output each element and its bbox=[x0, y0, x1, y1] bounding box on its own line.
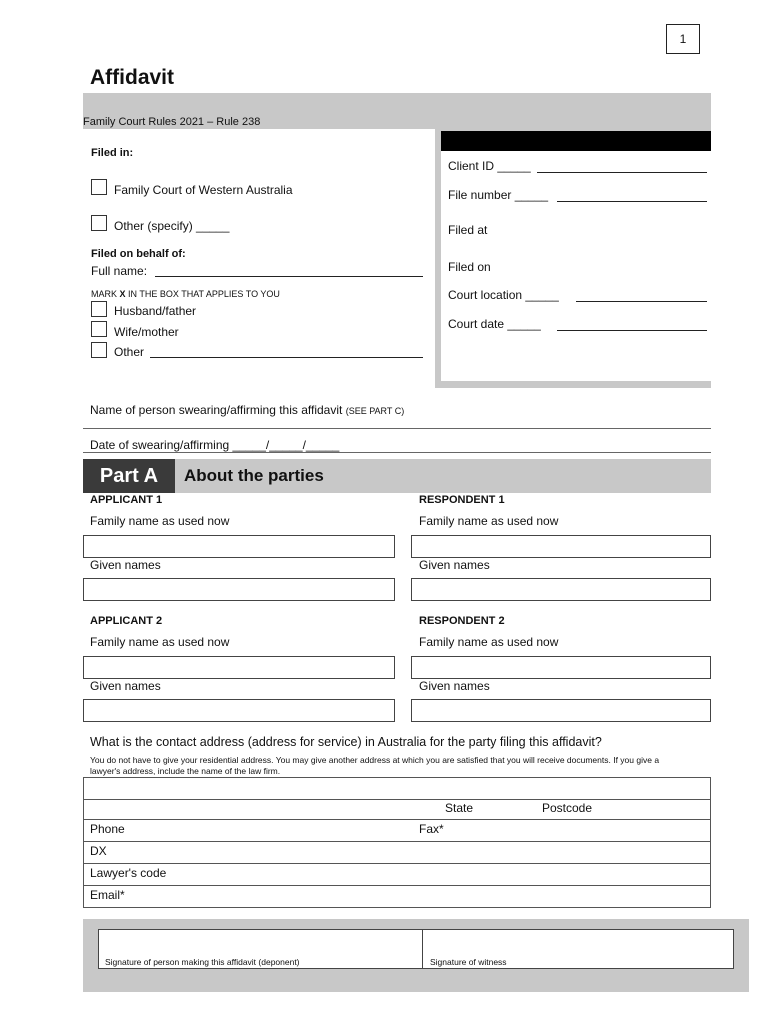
row-divider bbox=[83, 841, 711, 842]
swearer-note: (SEE PART C) bbox=[345, 406, 405, 416]
part-a-bar bbox=[83, 459, 711, 493]
filed-in-label: Filed in: bbox=[91, 147, 134, 159]
other-party-field[interactable] bbox=[150, 357, 423, 358]
app2-given-input[interactable] bbox=[83, 699, 395, 722]
row-divider bbox=[83, 863, 711, 864]
resp2-family-input[interactable] bbox=[411, 656, 711, 679]
deponent-signature-label: Signature of person making this affidavit (deponent) bbox=[105, 957, 300, 967]
behalf-label: Filed on behalf of: bbox=[91, 248, 186, 260]
swearing-date-label: Date of swearing/affirming _____/_____/_____ bbox=[90, 438, 340, 452]
address-line-1[interactable] bbox=[84, 778, 710, 798]
resp2-family-label: Family name as used now bbox=[419, 635, 559, 649]
applicant1-heading: APPLICANT 1 bbox=[90, 494, 163, 506]
swearer-name-field[interactable] bbox=[83, 428, 711, 429]
page-number: 1 bbox=[679, 32, 687, 46]
page-title: Affidavit bbox=[90, 66, 174, 89]
client-id-field[interactable] bbox=[537, 172, 707, 173]
court-use-header bbox=[441, 131, 711, 151]
husband-checkbox[interactable] bbox=[91, 301, 107, 317]
app2-family-label: Family name as used now bbox=[90, 635, 230, 649]
wife-label: Wife/mother bbox=[114, 325, 179, 339]
applicant2-heading: APPLICANT 2 bbox=[90, 615, 163, 627]
respondent2-heading: RESPONDENT 2 bbox=[419, 615, 505, 627]
court-option-label: Family Court of Western Australia bbox=[114, 183, 293, 197]
court-date-label: Court date _____ bbox=[448, 317, 541, 331]
wife-checkbox[interactable] bbox=[91, 321, 107, 337]
postcode-label: Postcode bbox=[542, 801, 593, 815]
full-name-label: Full name: bbox=[91, 264, 148, 278]
mark-instruction bbox=[91, 289, 280, 299]
app1-given-input[interactable] bbox=[83, 578, 395, 601]
page-number-box bbox=[666, 24, 700, 54]
file-number-label: File number _____ bbox=[448, 188, 549, 202]
app1-given-label: Given names bbox=[90, 558, 161, 572]
client-id-label: Client ID _____ bbox=[448, 159, 531, 173]
filed-at-label: Filed at bbox=[448, 223, 488, 237]
instruction-post: IN THE BOX THAT APPLIES TO YOU bbox=[125, 289, 280, 299]
respondent1-heading: RESPONDENT 1 bbox=[419, 494, 505, 506]
lawyer-code-label: Lawyer's code bbox=[90, 866, 167, 880]
row-divider bbox=[83, 885, 711, 886]
resp2-given-label: Given names bbox=[419, 679, 490, 693]
swearer-label-text: Name of person swearing/affirming this affidavit bbox=[90, 403, 343, 417]
app1-family-label: Family name as used now bbox=[90, 514, 230, 528]
instruction-pre: MARK bbox=[91, 289, 120, 299]
app2-family-input[interactable] bbox=[83, 656, 395, 679]
filed-on-label: Filed on bbox=[448, 260, 491, 274]
resp1-given-input[interactable] bbox=[411, 578, 711, 601]
phone-label: Phone bbox=[90, 822, 125, 836]
row-divider bbox=[83, 819, 711, 820]
fax-label: Fax* bbox=[419, 822, 444, 836]
swearing-date-rule bbox=[83, 452, 711, 453]
app2-given-label: Given names bbox=[90, 679, 161, 693]
file-number-field[interactable] bbox=[557, 201, 707, 202]
husband-label: Husband/father bbox=[114, 304, 197, 318]
state-label: State bbox=[445, 801, 474, 815]
resp1-family-input[interactable] bbox=[411, 535, 711, 558]
app1-family-input[interactable] bbox=[83, 535, 395, 558]
resp1-given-label: Given names bbox=[419, 558, 490, 572]
witness-signature-label: Signature of witness bbox=[430, 957, 507, 967]
resp2-given-input[interactable] bbox=[411, 699, 711, 722]
court-location-field[interactable] bbox=[576, 301, 707, 302]
rule-reference: Family Court Rules 2021 – Rule 238 bbox=[83, 116, 261, 128]
other-party-label: Other bbox=[114, 345, 145, 359]
contact-note: You do not have to give your residential address. You may give another address at which you are satisfied that you will receive documents. If you give a lawyer's address, include the name of the law firm. bbox=[90, 755, 660, 776]
email-label: Email* bbox=[90, 888, 125, 902]
full-name-field[interactable] bbox=[155, 276, 423, 277]
other-party-checkbox[interactable] bbox=[91, 342, 107, 358]
court-checkbox[interactable] bbox=[91, 179, 107, 195]
address-line-2[interactable] bbox=[84, 800, 710, 818]
contact-question: What is the contact address (address for service) in Australia for the party filing this affidavit? bbox=[90, 735, 602, 749]
dx-label: DX bbox=[90, 844, 107, 858]
resp1-family-label: Family name as used now bbox=[419, 514, 559, 528]
court-date-field[interactable] bbox=[557, 330, 707, 331]
part-a-tag: Part A bbox=[83, 459, 175, 493]
swearer-name-label bbox=[90, 403, 404, 417]
other-court-label: Other (specify) _____ bbox=[114, 219, 230, 233]
part-a-title: About the parties bbox=[184, 466, 324, 485]
instruction-x: X bbox=[119, 289, 126, 299]
other-court-checkbox[interactable] bbox=[91, 215, 107, 231]
court-location-label: Court location _____ bbox=[448, 288, 559, 302]
